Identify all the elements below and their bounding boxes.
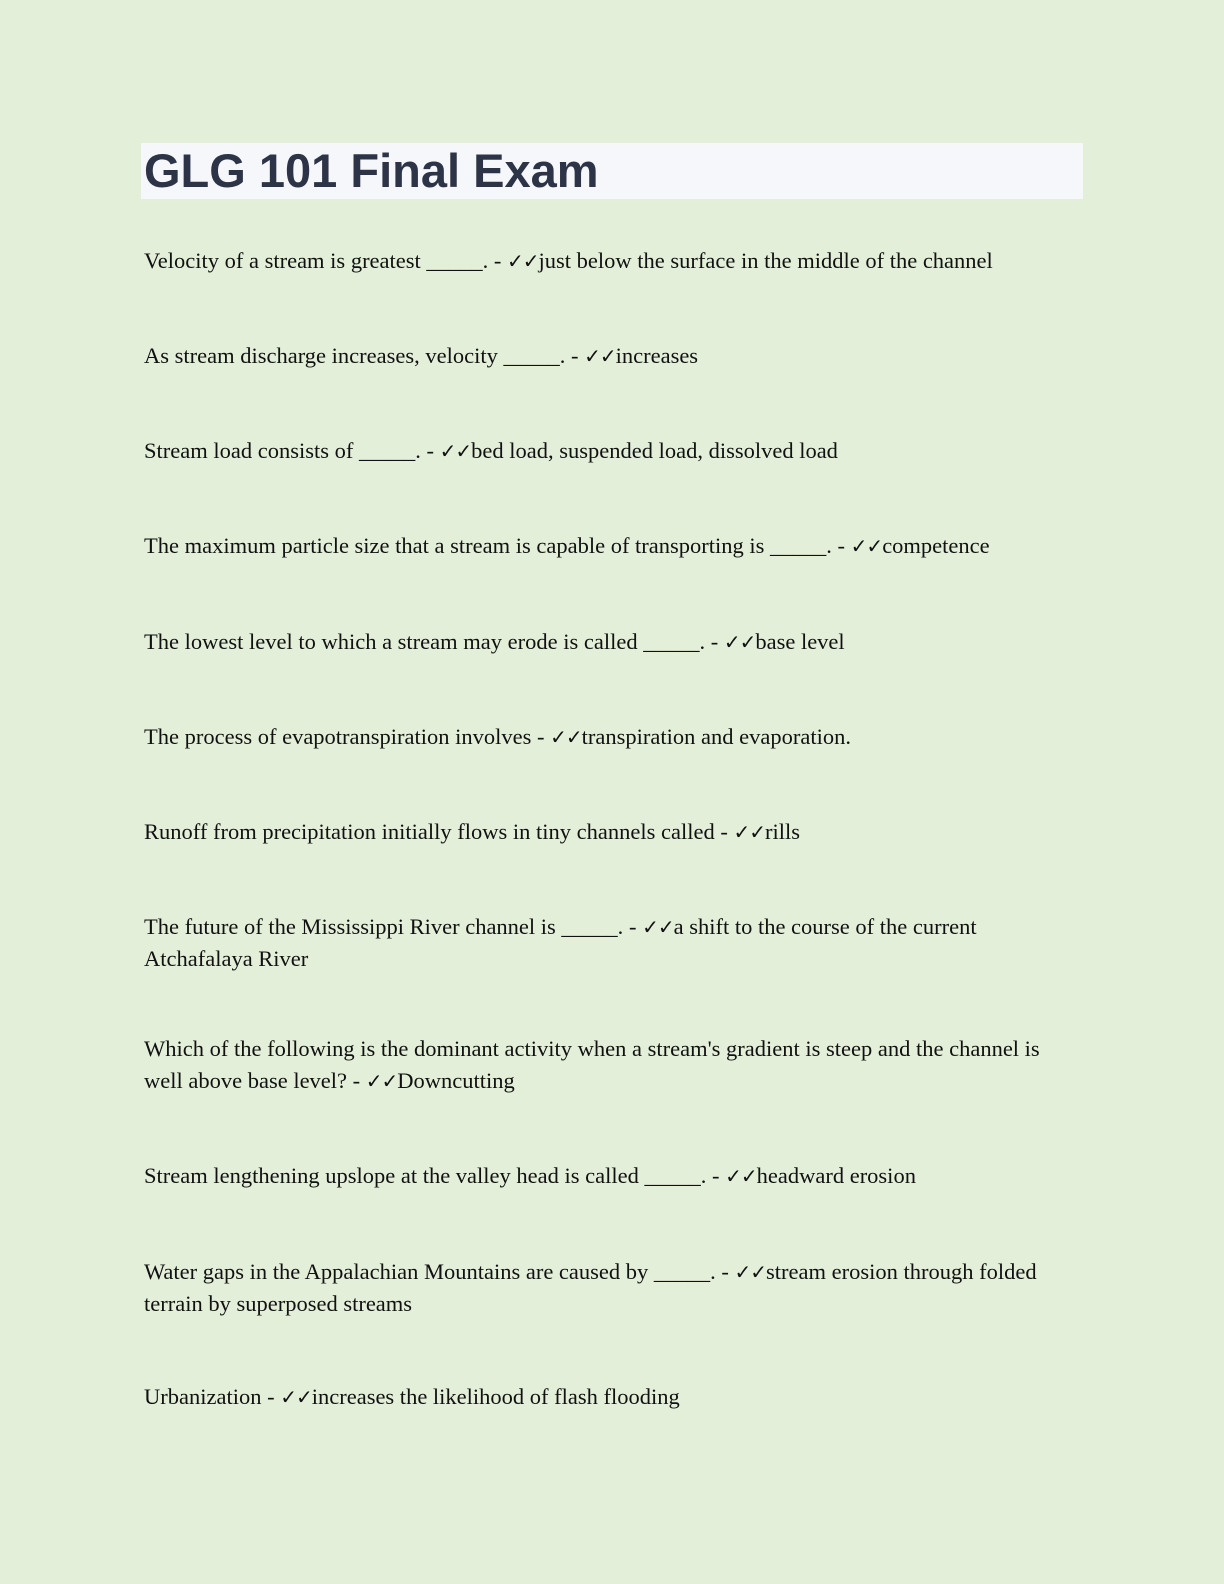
answer-text: a shift to the course of the current Atchafalaya River <box>144 914 977 971</box>
separator: - <box>705 629 724 654</box>
answer-text: base level <box>755 629 845 654</box>
question-text: Stream load consists of _____. <box>144 438 421 463</box>
answer-text: stream erosion through folded terrain by superposed streams <box>144 1259 1037 1316</box>
check-icon: ✓✓ <box>280 1385 312 1409</box>
separator: - <box>623 914 643 939</box>
answer-text: competence <box>882 533 990 558</box>
question-text: Urbanization <box>144 1384 262 1409</box>
check-icon: ✓✓ <box>723 630 756 654</box>
qa-item <box>144 245 1084 277</box>
question-text: The lowest level to which a stream may erode is called _____. <box>144 629 706 654</box>
question-text: The future of the Mississippi River channel is _____. <box>144 914 624 939</box>
qa-item <box>144 435 1084 467</box>
qa-item <box>144 530 1084 562</box>
answer-text: Downcutting <box>397 1068 515 1093</box>
separator: - <box>488 248 508 273</box>
answer-text: transpiration and evaporation. <box>581 724 851 749</box>
qa-item <box>144 1381 1084 1413</box>
qa-item <box>144 816 1084 848</box>
question-text: Runoff from precipitation initially flows in tiny channels called <box>144 819 715 844</box>
answer-text: increases the likelihood of flash flooding <box>311 1384 680 1409</box>
check-icon: ✓✓ <box>507 249 539 273</box>
qa-item <box>144 340 1084 372</box>
qa-item <box>144 1160 1084 1192</box>
separator: - <box>706 1163 726 1188</box>
separator: - <box>714 819 734 844</box>
check-icon: ✓✓ <box>850 534 883 558</box>
separator: - <box>531 724 551 749</box>
answer-text: just below the surface in the middle of the channel <box>538 248 993 273</box>
qa-item <box>144 626 1084 658</box>
question-text: The process of evapotranspiration involves <box>144 724 532 749</box>
question-text: Velocity of a stream is greatest _____. <box>144 248 489 273</box>
check-icon: ✓✓ <box>584 344 616 368</box>
separator: - <box>715 1259 735 1284</box>
qa-item <box>144 1033 1084 1097</box>
check-icon: ✓✓ <box>725 1164 757 1188</box>
qa-item <box>144 721 1084 753</box>
check-icon: ✓✓ <box>550 725 582 749</box>
separator: - <box>261 1384 281 1409</box>
question-text: Which of the following is the dominant activity when a stream's gradient is steep and the channel is well above base level? <box>144 1036 1040 1093</box>
question-text: Water gaps in the Appalachian Mountains are caused by _____. <box>144 1259 716 1284</box>
check-icon: ✓✓ <box>733 820 765 844</box>
check-icon: ✓✓ <box>642 915 674 939</box>
question-text: The maximum particle size that a stream is capable of transporting is _____. <box>144 533 832 558</box>
qa-item <box>144 911 1084 975</box>
question-text: Stream lengthening upslope at the valley head is called _____. <box>144 1163 707 1188</box>
answer-text: increases <box>615 343 699 368</box>
qa-item <box>144 1256 1084 1320</box>
page-title: GLG 101 Final Exam <box>144 144 599 197</box>
answer-text: bed load, suspended load, dissolved load <box>471 438 838 463</box>
answer-text: headward erosion <box>756 1163 916 1188</box>
check-icon: ✓✓ <box>734 1260 767 1284</box>
separator: - <box>347 1068 366 1093</box>
separator: - <box>565 343 585 368</box>
separator: - <box>420 438 440 463</box>
separator: - <box>831 533 851 558</box>
check-icon: ✓✓ <box>365 1069 398 1093</box>
check-icon: ✓✓ <box>439 439 472 463</box>
answer-text: rills <box>764 819 800 844</box>
question-text: As stream discharge increases, velocity _____. <box>144 343 566 368</box>
